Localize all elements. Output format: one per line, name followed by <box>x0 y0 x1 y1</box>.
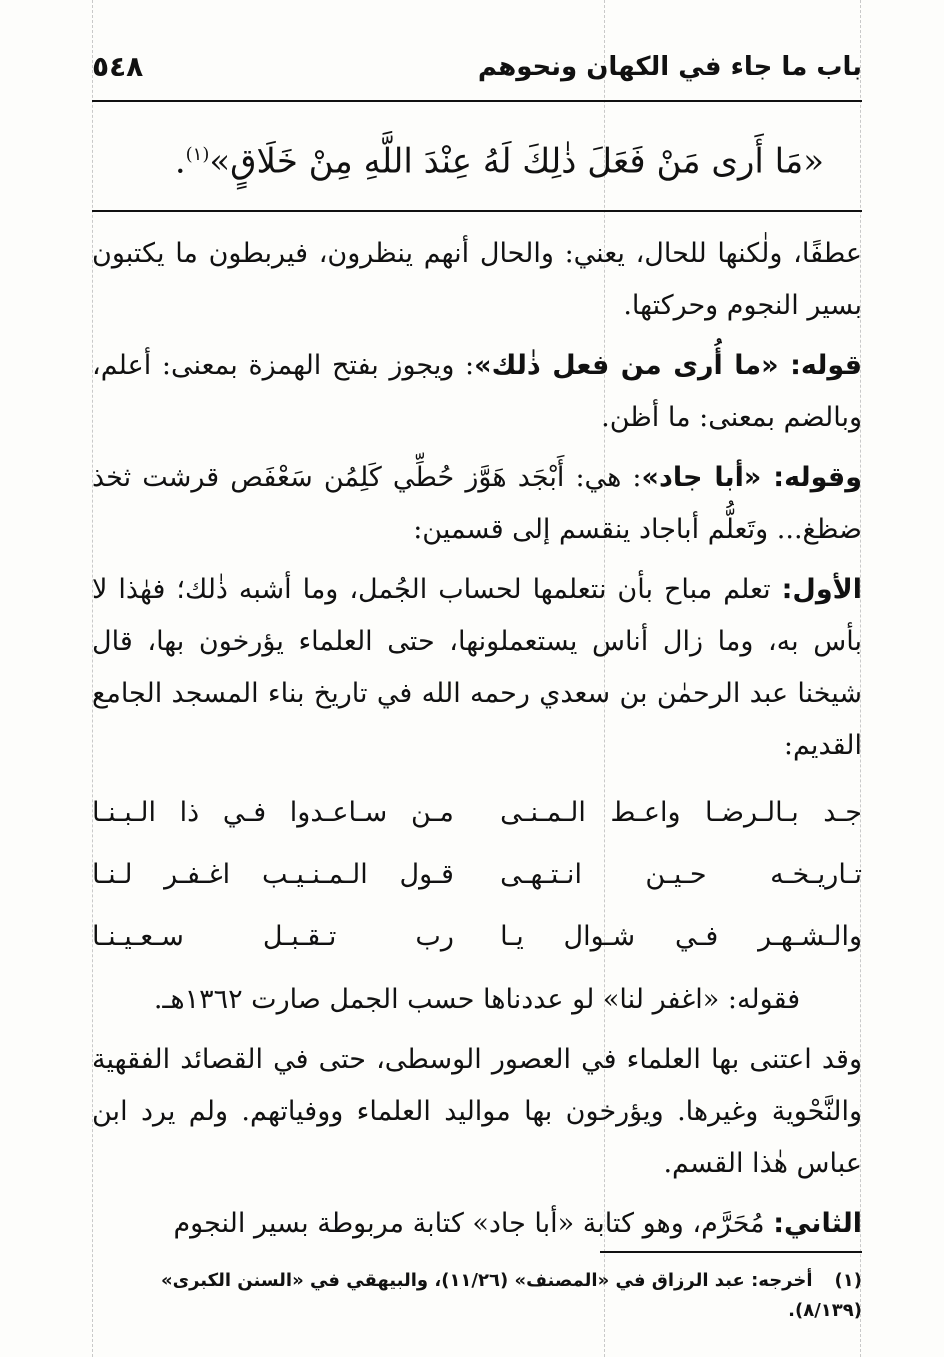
page-number: ٥٤٨ <box>92 50 144 83</box>
verse-second-hemistich: رب تـقـبـل سـعـيـنـا <box>92 921 454 952</box>
paragraph: عطفًا، ولٰكنها للحال، يعني: والحال أنهم ينظرون، فيربطون ما يكتبون بسير النجوم وحركتها. <box>92 238 862 321</box>
poem <box>92 782 862 968</box>
hadith-end: . <box>174 141 186 182</box>
page-header <box>92 44 862 102</box>
paragraph: قوله: «ما أُرى من فعل ذٰلك»: ويجوز بفتح الهمزة بمعنى: أعلم، وبالضم بمعنى: ما أظن. <box>92 350 862 433</box>
footnote <box>92 1266 862 1326</box>
footnote-text: أخرجه: عبد الرزاق في «المصنف» (١١/٢٦)، والبيهقي في «السنن الكبرى» (٨/١٣٩). <box>160 1270 862 1321</box>
bold-lead: الثاني: <box>773 1208 862 1239</box>
poem-verse <box>92 782 862 844</box>
bold-lead: قوله: «ما أُرى من فعل ذٰلك» <box>474 350 862 381</box>
footnote-number: (١) <box>834 1270 862 1291</box>
paragraph: الأول: تعلم مباح بأن نتعلمها لحساب الجُمل، وما أشبه ذٰلك؛ فهٰذا لا بأس به، وما زال أناس يستعملونها، حتى العلماء يؤرخون بها، قال شيخنا عبد الرحمٰن بن سعدي رحمه الله في تاريخ بناء المسجد الجامع القديم: <box>92 574 862 761</box>
poem-verse <box>92 906 862 968</box>
paragraph: فقوله: «اغفر لنا» لو عددناها حسب الجمل صارت ١٣٦٢هـ. <box>153 984 801 1015</box>
verse-second-hemistich: قـول الـمـنـيـب اغـفـر لـنـا <box>92 859 454 890</box>
hadith-quote <box>92 125 824 191</box>
running-title: باب ما جاء في الكهان ونحوهم <box>477 52 862 82</box>
commentary-body <box>92 228 862 1258</box>
bold-lead: وقوله: «أبا جاد» <box>641 462 862 493</box>
verse-second-hemistich: مـن سـاعـدوا فـي ذا الـبـنـا <box>92 797 454 828</box>
hadith-text: «مَا أَرى مَنْ فَعَلَ ذٰلِكَ لَهُ عِنْدَ اللَّهِ مِنْ خَلَاقٍ» <box>209 141 824 182</box>
footnote-divider <box>600 1251 862 1253</box>
paragraph: وقد اعتنى بها العلماء في العصور الوسطى، حتى في القصائد الفقهية والنَّحْوية وغيرها. ويؤرخون بها مواليد العلماء ووفياتهم. ولم يرد ابن عباس هٰذا القسم. <box>92 1044 862 1179</box>
footnote-reference[interactable]: (١) <box>185 144 210 165</box>
poem-verse <box>92 844 862 906</box>
bold-lead: الأول: <box>781 574 862 605</box>
section-divider <box>92 210 862 212</box>
verse-first-hemistich: تـاريـخـه حـيـن انـتـهـى <box>500 859 862 890</box>
verse-first-hemistich: جـد بـالـرضـا واعـط الـمـنـى <box>500 797 862 828</box>
paragraph: الثاني: مُحَرَّم، وهو كتابة «أبا جاد» كتابة مربوطة بسير النجوم <box>173 1208 862 1239</box>
verse-first-hemistich: والـشـهـر فـي شـوال يـا <box>500 921 862 952</box>
paragraph: وقوله: «أبا جاد»: هي: أَبْجَد هَوَّز حُطِّي كَلِمُن سَعْفَص قرشت ثخذ ضظغ... وتَعلُّم أباجاد ينقسم إلى قسمين: <box>92 462 862 545</box>
